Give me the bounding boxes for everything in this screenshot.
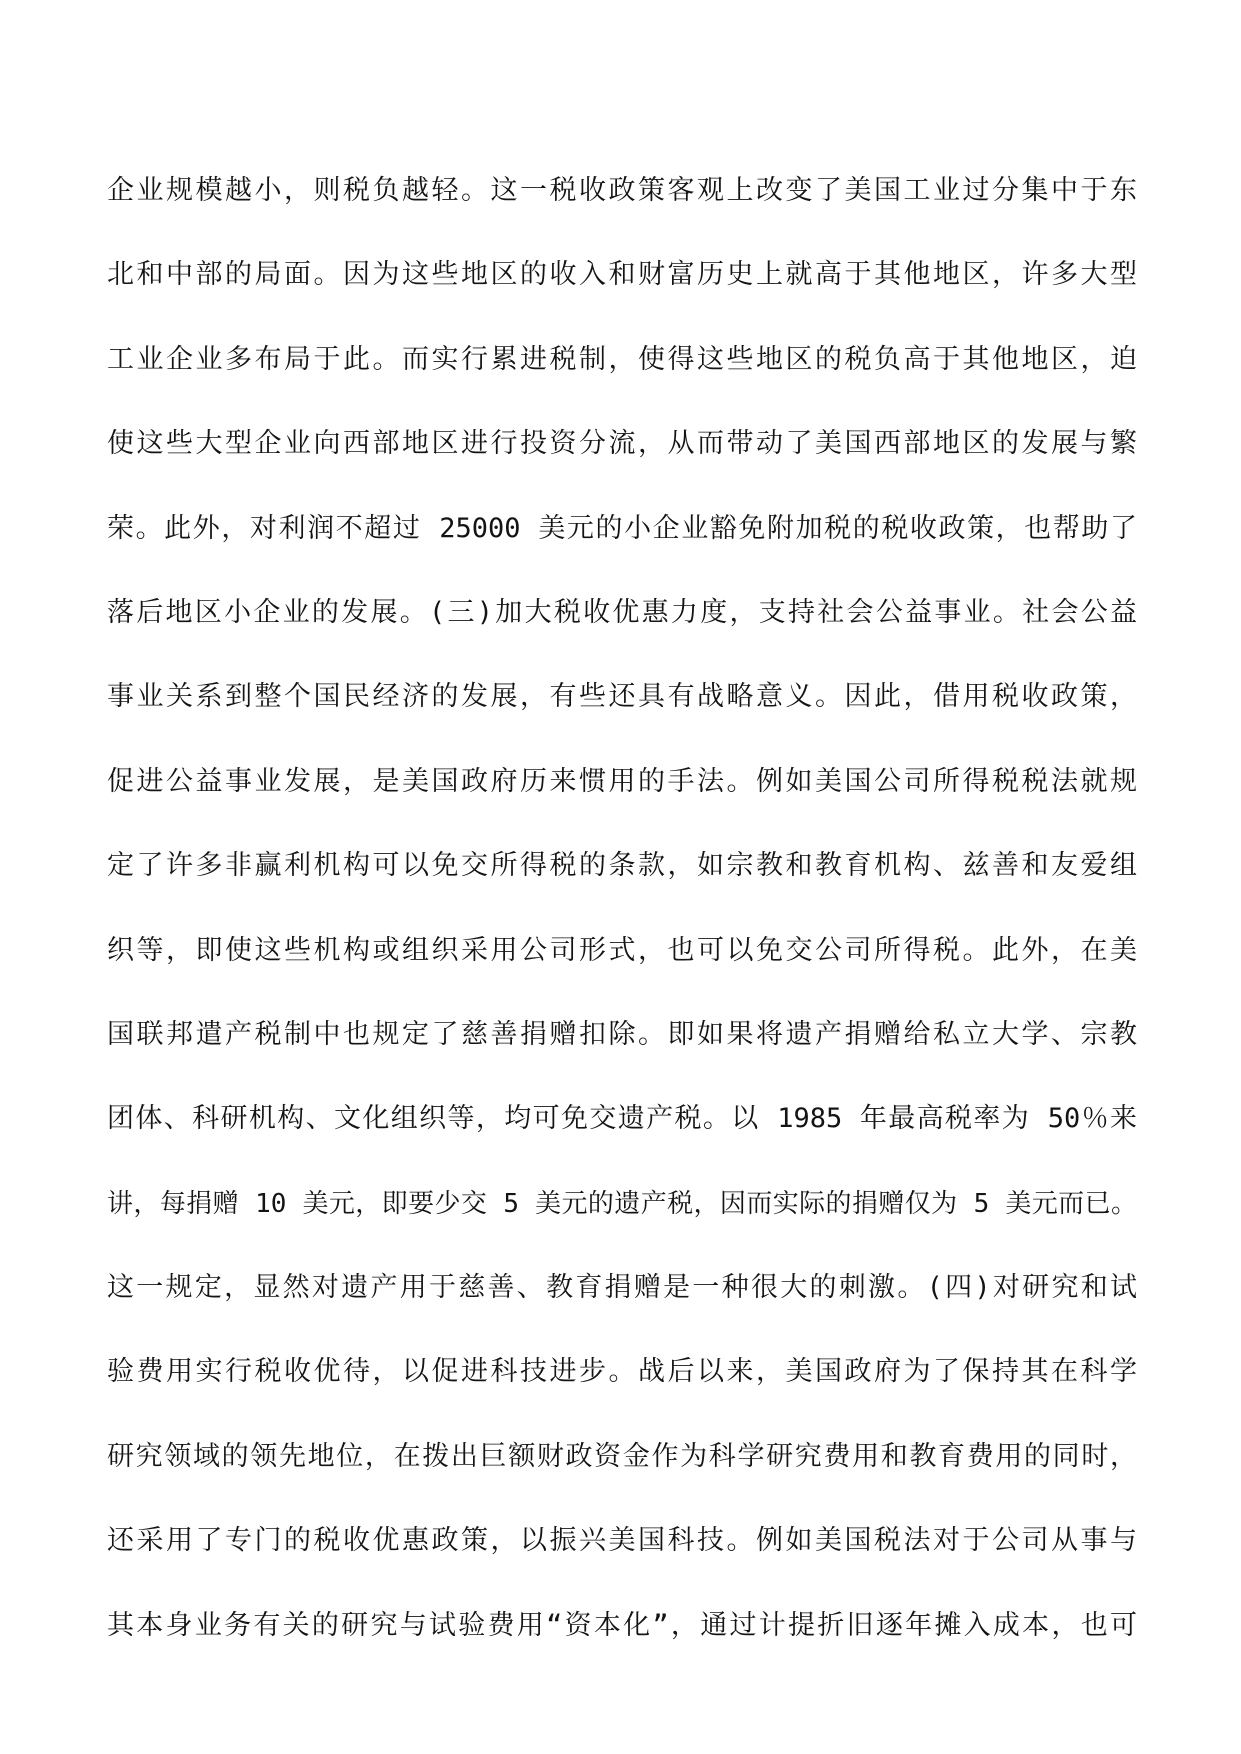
text-line: 验费用实行税收优待，以促进科技进步。战后以来，美国政府为了保持其在科学 (107, 1356, 1137, 1388)
text-line: 荣。此外，对利润不超过 25000 美元的小企业豁免附加税的税收政策，也帮助了 (107, 512, 1137, 544)
text-line: 事业关系到整个国民经济的发展，有些还具有战略意义。因此，借用税收政策， (107, 681, 1137, 713)
text-line: 促进公益事业发展，是美国政府历来惯用的手法。例如美国公司所得税税法就规 (107, 765, 1137, 797)
text-line: 这一规定，显然对遗产用于慈善、教育捐赠是一种很大的刺激。(四)对研究和试 (107, 1272, 1137, 1304)
text-line: 北和中部的局面。因为这些地区的收入和财富历史上就高于其他地区，许多大型 (107, 259, 1137, 291)
text-line: 工业企业多布局于此。而实行累进税制，使得这些地区的税负高于其他地区，迫 (107, 343, 1137, 375)
text-line: 还采用了专门的税收优惠政策，以振兴美国科技。例如美国税法对于公司从事与 (107, 1525, 1137, 1557)
text-line: 研究领域的领先地位，在拨出巨额财政资金作为科学研究费用和教育费用的同时， (107, 1440, 1137, 1472)
text-line: 团体、科研机构、文化组织等，均可免交遗产税。以 1985 年最高税率为 50％来 (107, 1103, 1137, 1135)
text-line: 落后地区小企业的发展。(三)加大税收优惠力度，支持社会公益事业。社会公益 (107, 596, 1137, 628)
text-line: 企业规模越小，则税负越轻。这一税收政策客观上改变了美国工业过分集中于东 (107, 175, 1137, 206)
text-line: 使这些大型企业向西部地区进行投资分流，从而带动了美国西部地区的发展与繁 (107, 428, 1137, 460)
text-line: 国联邦遣产税制中也规定了慈善捐赠扣除。即如果将遗产捐赠给私立大学、宗教 (107, 1018, 1137, 1050)
text-line: 讲，每捐赠 10 美元，即要少交 5 美元的遗产税，因而实际的捐赠仅为 5 美元而已。 (107, 1188, 1137, 1219)
text-line: 织等，即使这些机构或组织采用公司形式，也可以免交公司所得税。此外，在美 (107, 934, 1137, 966)
text-line: 定了许多非赢利机构可以免交所得税的条款，如宗教和教育机构、兹善和友爱组 (107, 850, 1137, 882)
text-line: 其本身业务有关的研究与试验费用“资本化”，通过计提折旧逐年摊入成本，也可 (107, 1609, 1137, 1641)
body-text (107, 166, 1137, 1685)
